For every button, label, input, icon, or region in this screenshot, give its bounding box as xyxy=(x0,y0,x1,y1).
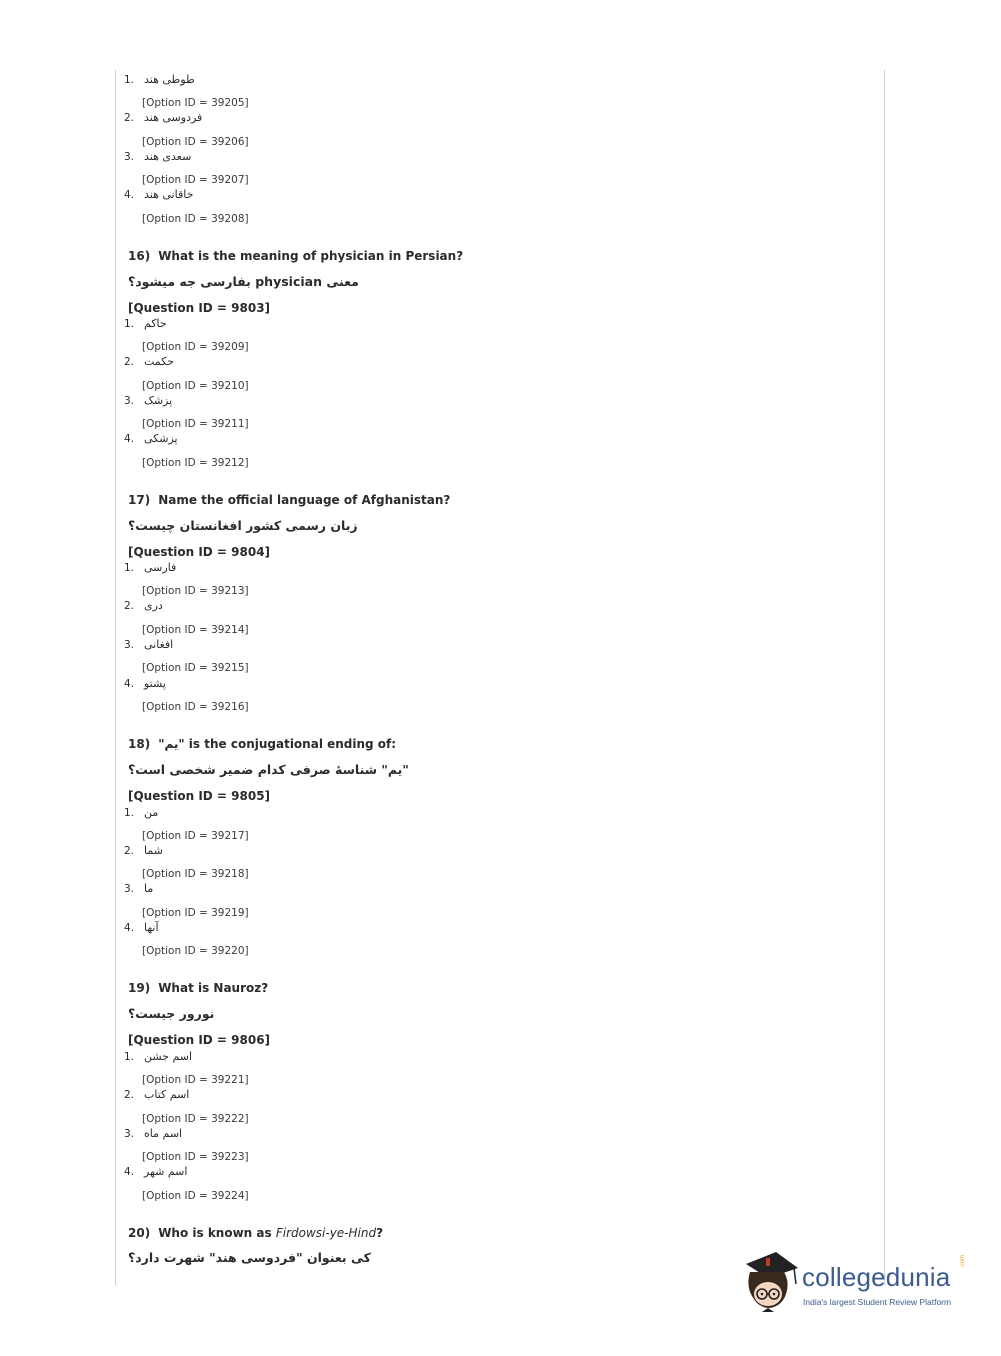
option-row: 3. سعدی هند xyxy=(124,150,192,163)
option-id: [Option ID = 39210] xyxy=(142,380,249,392)
option-id: [Option ID = 39219] xyxy=(142,907,249,919)
brand-tagline: India's largest Student Review Platform xyxy=(803,1297,952,1307)
option-row: 3. پزشک xyxy=(124,394,173,407)
student-mascot-icon xyxy=(742,1250,800,1312)
option-row: 4. پزشکی xyxy=(124,432,178,445)
option-row: 1. اسم جشن xyxy=(124,1050,193,1063)
option-id: [Option ID = 39217] xyxy=(142,830,249,842)
option-row: 1. حاکم xyxy=(124,317,167,330)
option-id: [Option ID = 39213] xyxy=(142,585,249,597)
question-title: 20) Who is known as Firdowsi-ye-Hind? xyxy=(128,1226,384,1240)
option-row: 2. اسم کتاب xyxy=(124,1088,190,1101)
option-row: 3. ما xyxy=(124,882,154,895)
question-id: [Question ID = 9805] xyxy=(128,789,271,803)
option-id: [Option ID = 39216] xyxy=(142,701,249,713)
question-title: 17) Name the official language of Afghanistan? xyxy=(128,493,451,507)
option-row: 3. اسم ماه xyxy=(124,1127,183,1140)
option-row: 1. طوطی هند xyxy=(124,73,195,86)
option-row: 3. افغانی xyxy=(124,638,174,651)
option-id: [Option ID = 39223] xyxy=(142,1151,249,1163)
question-persian: کی بعنوان "فردوسی هند" شهرت دارد؟ xyxy=(128,1250,371,1265)
question-id: [Question ID = 9804] xyxy=(128,545,271,559)
option-id: [Option ID = 39224] xyxy=(142,1190,249,1202)
question-persian: زبان رسمی کشور افغانستان چیست؟ xyxy=(128,518,358,533)
option-id: [Option ID = 39222] xyxy=(142,1113,249,1125)
option-row: 2. دری xyxy=(124,599,163,612)
option-row: 4. پشتو xyxy=(124,677,166,690)
option-id: [Option ID = 39220] xyxy=(142,945,249,957)
option-row: 1. فارسی xyxy=(124,561,177,574)
option-row: 1. من xyxy=(124,806,159,819)
option-id: [Option ID = 39209] xyxy=(142,341,249,353)
collegedunia-logo xyxy=(742,1248,972,1318)
question-persian: "یم" شناسهٔ صرفی کدام ضمیر شخصی است؟ xyxy=(128,762,409,777)
option-id: [Option ID = 39211] xyxy=(142,418,249,430)
question-id: [Question ID = 9806] xyxy=(128,1033,271,1047)
option-row: 4. خاقانی هند xyxy=(124,188,194,201)
option-id: [Option ID = 39212] xyxy=(142,457,249,469)
question-id: [Question ID = 9803] xyxy=(128,301,271,315)
option-id: [Option ID = 39218] xyxy=(142,868,249,880)
question-title: 16) What is the meaning of physician in Persian? xyxy=(128,249,464,263)
option-id: [Option ID = 39206] xyxy=(142,136,249,148)
option-row: 4. آنها xyxy=(124,921,159,934)
option-id: [Option ID = 39207] xyxy=(142,174,249,186)
question-title: 19) What is Nauroz? xyxy=(128,981,269,995)
brand-name: collegedunia xyxy=(802,1262,951,1292)
option-row: 2. شما xyxy=(124,844,163,857)
option-row: 4. اسم شهر xyxy=(124,1165,188,1178)
question-persian: معنی physician بفارسی جه میشود؟ xyxy=(128,274,359,289)
question-persian: نورور جیست؟ xyxy=(128,1006,215,1021)
option-row: 2. حکمت xyxy=(124,355,175,368)
option-id: [Option ID = 39214] xyxy=(142,624,249,636)
question-title: 18) "یم" is the conjugational ending of: xyxy=(128,737,397,751)
brand-domain: .com xyxy=(960,1254,966,1268)
option-id: [Option ID = 39215] xyxy=(142,662,249,674)
option-id: [Option ID = 39208] xyxy=(142,213,249,225)
option-row: 2. فردوسی هند xyxy=(124,111,203,124)
option-id: [Option ID = 39221] xyxy=(142,1074,249,1086)
option-id: [Option ID = 39205] xyxy=(142,97,249,109)
